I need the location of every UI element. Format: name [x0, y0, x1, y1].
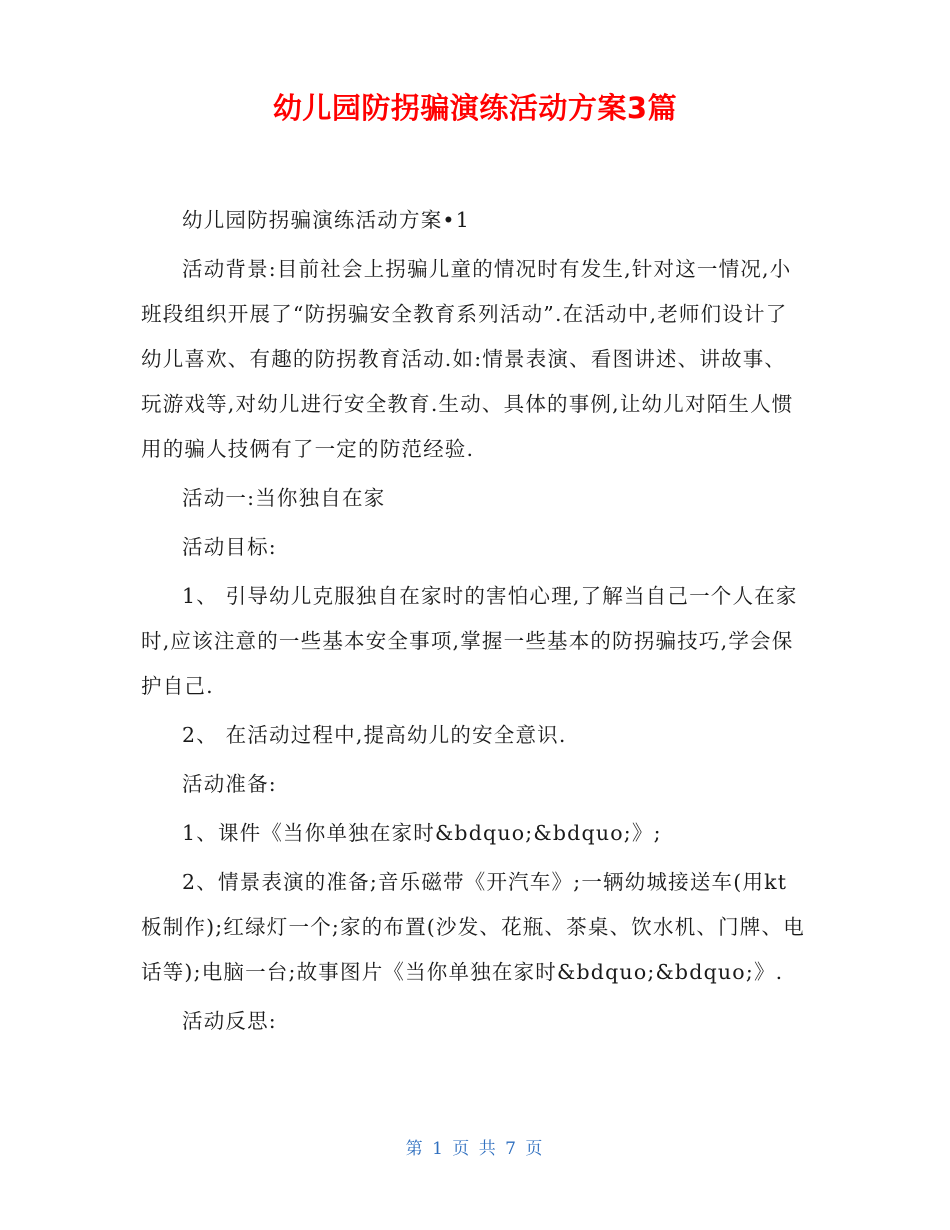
document-title: 幼儿园防拐骗演练活动方案3篇 [272, 91, 678, 125]
reflection-heading: 活动反思: [182, 1009, 277, 1033]
page-footer: 第 1 页 共 7 页 [405, 1139, 545, 1159]
goal-item-1: 1、 引导幼儿克服独自在家时的害怕心理,了解当自己一个人在家时,应该注意的一些基本安全事项,掌握一些基本的防拐骗技巧,学会保护自己. [141, 584, 798, 698]
preparation-heading: 活动准备: [182, 772, 277, 796]
preparation-item-1: 1、课件《当你单独在家时&bdquo;&bdquo;》; [182, 821, 662, 845]
activity-heading: 活动一:当你独自在家 [182, 486, 386, 510]
preparation-item-2: 2、情景表演的准备;音乐磁带《开汽车》;一辆幼城接送车(用kt板制作);红绿灯一个;家的布置(沙发、花瓶、茶桌、饮水机、门牌、电话等);电脑一台;故事图片《当你单独在家时&bdquo;&bdquo;》. [141, 870, 805, 984]
goals-heading: 活动目标: [182, 535, 277, 559]
paragraph-background: 活动背景:目前社会上拐骗儿童的情况时有发生,针对这一情况,小班段组织开展了“防拐骗安全教育系列活动”.在活动中,老师们设计了幼儿喜欢、有趣的防拐教育活动.如:情景表演、看图讲述、讲故事、玩游戏等,对幼儿进行安全教育.生动、具体的事例,让幼儿对陌生人惯用的骗人技俩有了一定的防范经验. [141, 257, 794, 461]
goal-item-2: 2、 在活动过程中,提高幼儿的安全意识. [182, 723, 567, 747]
section-heading: 幼儿园防拐骗演练活动方案•1 [182, 208, 470, 232]
document-body [141, 198, 806, 1048]
